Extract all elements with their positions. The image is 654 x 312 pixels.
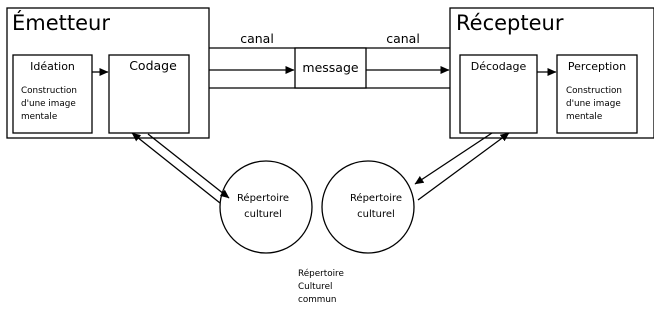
decodage-label: Décodage [470,60,527,73]
recepteur-title: Récepteur [456,11,564,35]
recepteur-repertoire-line-2: culturel [357,209,395,220]
perception-desc-line-2: d'une image [566,99,621,109]
perception-desc-line-1: Construction [566,86,623,96]
recepteur-repertoire-line-1: Répertoire [349,193,403,204]
message-label: message [302,60,359,75]
emetteur-title: Émetteur [12,11,110,35]
codage-to-repertoire-arrow [148,134,229,198]
repertoire-to-codage-arrow [132,133,220,203]
ideation-desc-line-3: mentale [21,112,58,122]
commun-line-1: Répertoire [298,269,344,279]
ideation-desc-line-2: d'une image [21,99,76,109]
ideation-label: Idéation [30,60,75,73]
recepteur-repertoire-circle [322,161,414,253]
canal-left-label: canal [240,31,274,46]
commun-line-3: commun [298,295,337,305]
perception-desc-line-3: mentale [566,112,603,122]
repertoire-to-decodage-arrow [418,133,509,200]
commun-line-2: Culturel [298,282,333,292]
emetteur-repertoire-line-2: culturel [244,209,282,220]
canal-right-label: canal [386,31,420,46]
decodage-to-repertoire-arrow [415,133,492,184]
emetteur-repertoire-circle [220,161,312,253]
ideation-desc-line-1: Construction [21,86,78,96]
emetteur-repertoire-line-1: Répertoire [236,193,290,204]
perception-label: Perception [567,60,627,73]
codage-label: Codage [129,58,177,73]
